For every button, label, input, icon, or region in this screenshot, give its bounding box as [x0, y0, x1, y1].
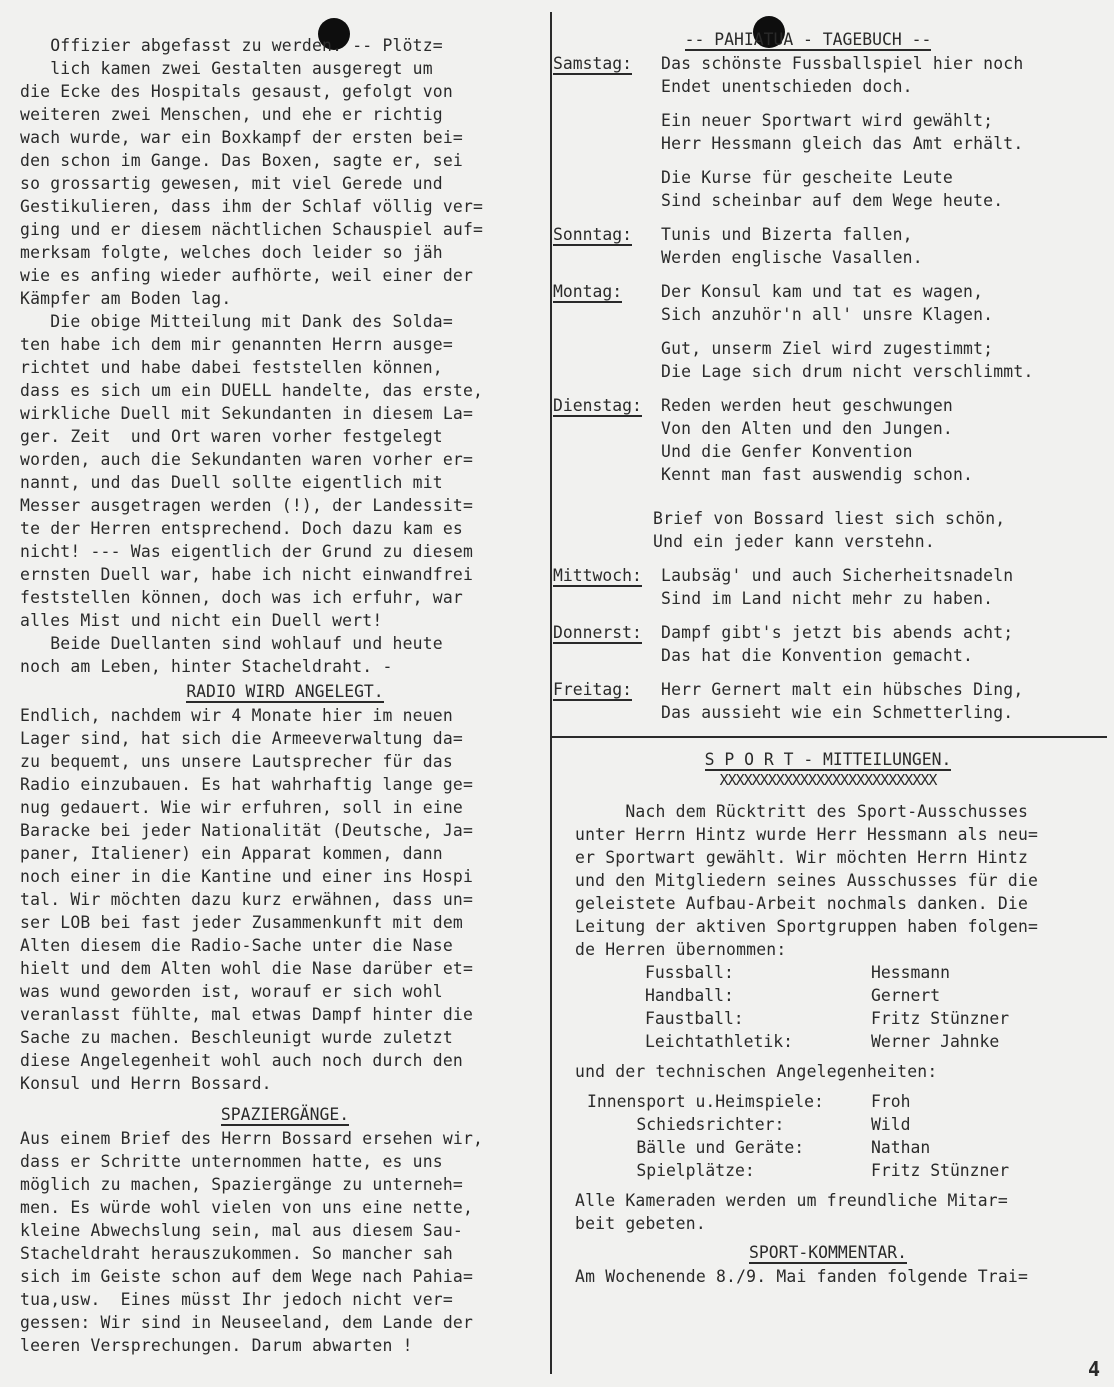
diary-day: Montag: [553, 282, 623, 301]
verse-line: Der Konsul kam und tat es wagen, [661, 282, 984, 301]
text-line: nug gedauert. Wie wir erfuhren, soll in eine [20, 798, 463, 817]
verse-line: Das hat die Konvention gemacht. [661, 646, 974, 665]
stanza [653, 507, 1103, 553]
diary-entry [553, 52, 1103, 212]
text-line: geleistete Aufbau-Arbeit nochmals danken. Die [575, 894, 1029, 913]
text-line: paner, Italiener) ein Apparat kommen, dann [20, 844, 443, 863]
tech-roles-table [587, 1090, 1103, 1182]
text-line: alles Mist und nicht ein Duell wert! [20, 611, 383, 630]
text-line: Die obige Mitteilung mit Dank des Solda= [20, 312, 453, 331]
verse-line: Das aussieht wie ein Schmetterling. [661, 703, 1014, 722]
text-line: veranlasst fühlte, mal etwas Dampf hinter die [20, 1005, 474, 1024]
text-line: richtet und habe dabei feststellen können, [20, 358, 443, 377]
text-line: Gestikulieren, dass ihm der Schlaf völlig ver= [20, 197, 484, 216]
role-person: Fritz Stünzner [871, 1009, 1010, 1028]
verse-line: Ein neuer Sportwart wird gewählt; [661, 111, 994, 130]
diary-entry [553, 394, 1103, 553]
role-row [587, 1090, 1103, 1113]
text-line: gessen: Wir sind in Neuseeland, dem Lande der [20, 1313, 474, 1332]
verse-line: Dampf gibt's jetzt bis abends acht; [661, 623, 1014, 642]
role-label: Handball: [645, 986, 734, 1005]
role-row [645, 1030, 1103, 1053]
radio-heading: RADIO WIRD ANGELEGT. [186, 682, 384, 701]
sport-roles-table [645, 961, 1103, 1053]
stanza [661, 52, 1103, 98]
text-line: men. Es würde wohl vielen von uns eine nette, [20, 1198, 474, 1217]
role-row [587, 1136, 1103, 1159]
text-line: te der Herren entsprechend. Doch dazu kam es [20, 519, 463, 538]
role-label: Innensport u.Heimspiele: [587, 1092, 824, 1111]
diary-verses [661, 52, 1103, 212]
text-line: zu bequemt, uns unsere Lautsprecher für das [20, 752, 453, 771]
closing-note [553, 1189, 1103, 1235]
verse-line: Die Kurse für gescheite Leute [661, 168, 953, 187]
text-line: wach wurde, war ein Boxkampf der ersten bei= [20, 128, 463, 147]
role-person: Wild [871, 1115, 911, 1134]
verse-line: Gut, unserm Ziel wird zugestimmt; [661, 339, 994, 358]
duel-report [20, 34, 550, 678]
text-line: dass er Schritte unternommen hatte, es uns [20, 1152, 443, 1171]
text-line: hielt und dem Alten wohl die Nase darüber et= [20, 959, 474, 978]
diary-day: Freitag: [553, 680, 632, 699]
verse-line: Tunis und Bizerta fallen, [661, 225, 913, 244]
text-line: Offizier abgefasst zu werden. -- Plötz= [20, 36, 443, 55]
role-row [645, 984, 1103, 1007]
text-line: ernsten Duell war, habe ich nicht einwandfrei [20, 565, 474, 584]
text-line: nicht! --- Was eigentlich der Grund zu diesem [20, 542, 474, 561]
diary-day: Donnerst: [553, 623, 642, 642]
verse-line: Kennt man fast auswendig schon. [661, 465, 974, 484]
verse-line: Sind im Land nicht mehr zu haben. [661, 589, 994, 608]
role-person: Nathan [871, 1138, 931, 1157]
left-column [20, 34, 550, 1357]
diary-verses [661, 678, 1103, 724]
text-line: Aus einem Brief des Herrn Bossard ersehen wir, [20, 1129, 484, 1148]
stanza [661, 621, 1103, 667]
sport-heading: S P O R T - MITTEILUNGEN. [704, 750, 952, 769]
diary-entry [553, 678, 1103, 724]
verse-line: Werden englische Vasallen. [661, 248, 923, 267]
section-rule [551, 736, 1107, 738]
comment-text [553, 1265, 1103, 1288]
role-row [645, 1007, 1103, 1030]
text-line: ging und er diesem nächtlichen Schauspiel auf= [20, 220, 484, 239]
verse-line: Endet unentschieden doch. [661, 77, 913, 96]
diary-verses [661, 564, 1103, 610]
diary-entry [553, 280, 1103, 383]
text-line: ger. Zeit und Ort waren vorher festgelegt [20, 427, 443, 446]
role-person: Hessmann [871, 963, 950, 982]
text-line: Beide Duellanten sind wohlauf und heute [20, 634, 443, 653]
stanza [661, 337, 1103, 383]
role-row [587, 1113, 1103, 1136]
role-person: Gernert [871, 986, 941, 1005]
text-line: wie es anfing wieder aufhörte, weil einer der [20, 266, 474, 285]
text-line: kleine Abwechslung sein, mal aus diesem Sau- [20, 1221, 463, 1240]
text-line: Konsul und Herrn Bossard. [20, 1074, 272, 1093]
text-line: er Sportwart gewählt. Wir möchten Herrn Hintz [575, 848, 1029, 867]
text-line: diese Angelegenheit wohl auch noch durch den [20, 1051, 463, 1070]
diary-day: Sonntag: [553, 225, 632, 244]
tech-intro: und der technischen Angelegenheiten: [575, 1062, 938, 1081]
diary-verses [661, 621, 1103, 667]
text-line: tua,usw. Eines müsst Ihr jedoch nicht ver= [20, 1290, 453, 1309]
sport-article [553, 800, 1103, 961]
diary-entry [553, 223, 1103, 269]
role-label: Spielplätze: [587, 1161, 755, 1180]
diary [553, 52, 1103, 724]
diary-day: Samstag: [553, 54, 632, 73]
text-line: noch am Leben, hinter Stacheldraht. - [20, 657, 393, 676]
text-line: Radio einzubauen. Es hat wahrhaftig lange ge= [20, 775, 474, 794]
walks-heading: SPAZIERGÄNGE. [220, 1105, 350, 1124]
text-line: Alle Kameraden werden um freundliche Mitar= [575, 1191, 1008, 1210]
role-label: Leichtathletik: [645, 1032, 794, 1051]
comment-heading: SPORT-KOMMENTAR. [749, 1243, 907, 1262]
text-line: Nach dem Rücktritt des Sport-Ausschusses [575, 802, 1029, 821]
text-line: leeren Versprechungen. Darum abwarten ! [20, 1336, 413, 1355]
text-line: sich im Geiste schon auf dem Wege nach Pahia= [20, 1267, 474, 1286]
text-line: feststellen können, doch was ich erfuhr, war [20, 588, 463, 607]
text-line: dass es sich um ein DUELL handelte, das erste, [20, 381, 484, 400]
diary-entry [553, 621, 1103, 667]
diary-verses [653, 394, 1103, 553]
verse-line: Und die Genfer Konvention [661, 442, 913, 461]
verse-line: Sind scheinbar auf dem Wege heute. [661, 191, 1004, 210]
text-line: nannt, und das Duell sollte eigentlich mit [20, 473, 443, 492]
page-number: 4 [1087, 1357, 1100, 1381]
stanza [661, 109, 1103, 155]
role-row [645, 961, 1103, 984]
column-divider [550, 12, 552, 1374]
verse-line: Das schönste Fussballspiel hier noch [661, 54, 1024, 73]
text-line: worden, auch die Sekundanten waren vorher er= [20, 450, 474, 469]
verse-line: Sich anzuhör'n all' unsre Klagen. [661, 305, 994, 324]
diary-day: Mittwoch: [553, 566, 642, 585]
diary-entry [553, 564, 1103, 610]
verse-line: Die Lage sich drum nicht verschlimmt. [661, 362, 1034, 381]
text-line: Endlich, nachdem wir 4 Monate hier im neuen [20, 706, 453, 725]
text-line: Leitung der aktiven Sportgruppen haben folgen= [575, 917, 1039, 936]
text-line: den schon im Gange. Das Boxen, sagte er, sei [20, 151, 463, 170]
diary-title: -- PAHIATUA - TAGEBUCH -- [684, 30, 932, 49]
role-person: Fritz Stünzner [871, 1161, 1010, 1180]
text-line: möglich zu machen, Spaziergänge zu unterneh= [20, 1175, 463, 1194]
verse-line: Und ein jeder kann verstehn. [653, 532, 935, 551]
text-line: ten habe ich dem mir genannten Herrn ausge= [20, 335, 453, 354]
text-line: de Herren übernommen: [575, 940, 787, 959]
text-line: unter Herrn Hintz wurde Herr Hessmann als neu= [575, 825, 1039, 844]
stanza [661, 166, 1103, 212]
role-label: Faustball: [645, 1009, 744, 1028]
role-person: Froh [871, 1092, 911, 1111]
text-line: wirkliche Duell mit Sekundanten in diesem La= [20, 404, 474, 423]
verse-line: Reden werden heut geschwungen [661, 396, 953, 415]
walks-article [20, 1127, 550, 1357]
role-label: Schiedsrichter: [587, 1115, 785, 1134]
verse-line: Von den Alten und den Jungen. [661, 419, 953, 438]
text-line: Alten diesem die Radio-Sache unter die Nase [20, 936, 453, 955]
text-line: Am Wochenende 8./9. Mai fanden folgende Trai= [575, 1267, 1029, 1286]
role-label: Fussball: [645, 963, 734, 982]
diary-day: Dienstag: [553, 396, 642, 415]
text-line: und den Mitgliedern seines Ausschusses für die [575, 871, 1039, 890]
stanza [661, 564, 1103, 610]
text-line: lich kamen zwei Gestalten ausgeregt um [20, 59, 433, 78]
stanza [661, 678, 1103, 724]
text-line: weiteren zwei Menschen, und ehe er richtig [20, 105, 443, 124]
text-line: ser LOB bei fast jeder Zusammenkunft mit dem [20, 913, 463, 932]
stanza [661, 280, 1103, 326]
text-line: beit gebeten. [575, 1214, 706, 1233]
verse-line: Laubsäg' und auch Sicherheitsnadeln [661, 566, 1014, 585]
verse-line: Brief von Bossard liest sich schön, [653, 509, 1006, 528]
text-line: Lager sind, hat sich die Armeeverwaltung da= [20, 729, 463, 748]
verse-line: Herr Hessmann gleich das Amt erhält. [661, 134, 1024, 153]
role-label: Bälle und Geräte: [587, 1138, 805, 1157]
text-line: noch einer in die Kantine und einer ins Hospi [20, 867, 474, 886]
stanza [661, 394, 1103, 486]
verse-line: Herr Gernert malt ein hübsches Ding, [661, 680, 1024, 699]
text-line: tal. Wir möchten dazu kurz erwähnen, dass un= [20, 890, 474, 909]
text-line: die Ecke des Hospitals gesaust, gefolgt von [20, 82, 453, 101]
text-line: merksam folgte, welches doch leider so jäh [20, 243, 443, 262]
radio-article [20, 704, 550, 1095]
diary-verses [661, 280, 1103, 383]
text-line: Stacheldraht herauszukommen. So mancher sah [20, 1244, 453, 1263]
diary-verses [661, 223, 1103, 269]
text-line: so grossartig gewesen, mit viel Gerede und [20, 174, 443, 193]
text-line: Kämpfer am Boden lag. [20, 289, 232, 308]
text-line: Sache zu machen. Beschleunigt wurde zuletzt [20, 1028, 453, 1047]
text-line: Messer ausgetragen werden (!), der Landessit= [20, 496, 474, 515]
text-line: was wund geworden ist, worauf er sich wohl [20, 982, 443, 1001]
stanza [661, 223, 1103, 269]
role-person: Werner Jahnke [871, 1032, 1000, 1051]
text-line: Baracke bei jeder Nationalität (Deutsche, Ja= [20, 821, 474, 840]
right-column [553, 28, 1103, 1288]
role-row [587, 1159, 1103, 1182]
strikeout-line: XXXXXXXXXXXXXXXXXXXXXXXXXXX [719, 771, 937, 789]
